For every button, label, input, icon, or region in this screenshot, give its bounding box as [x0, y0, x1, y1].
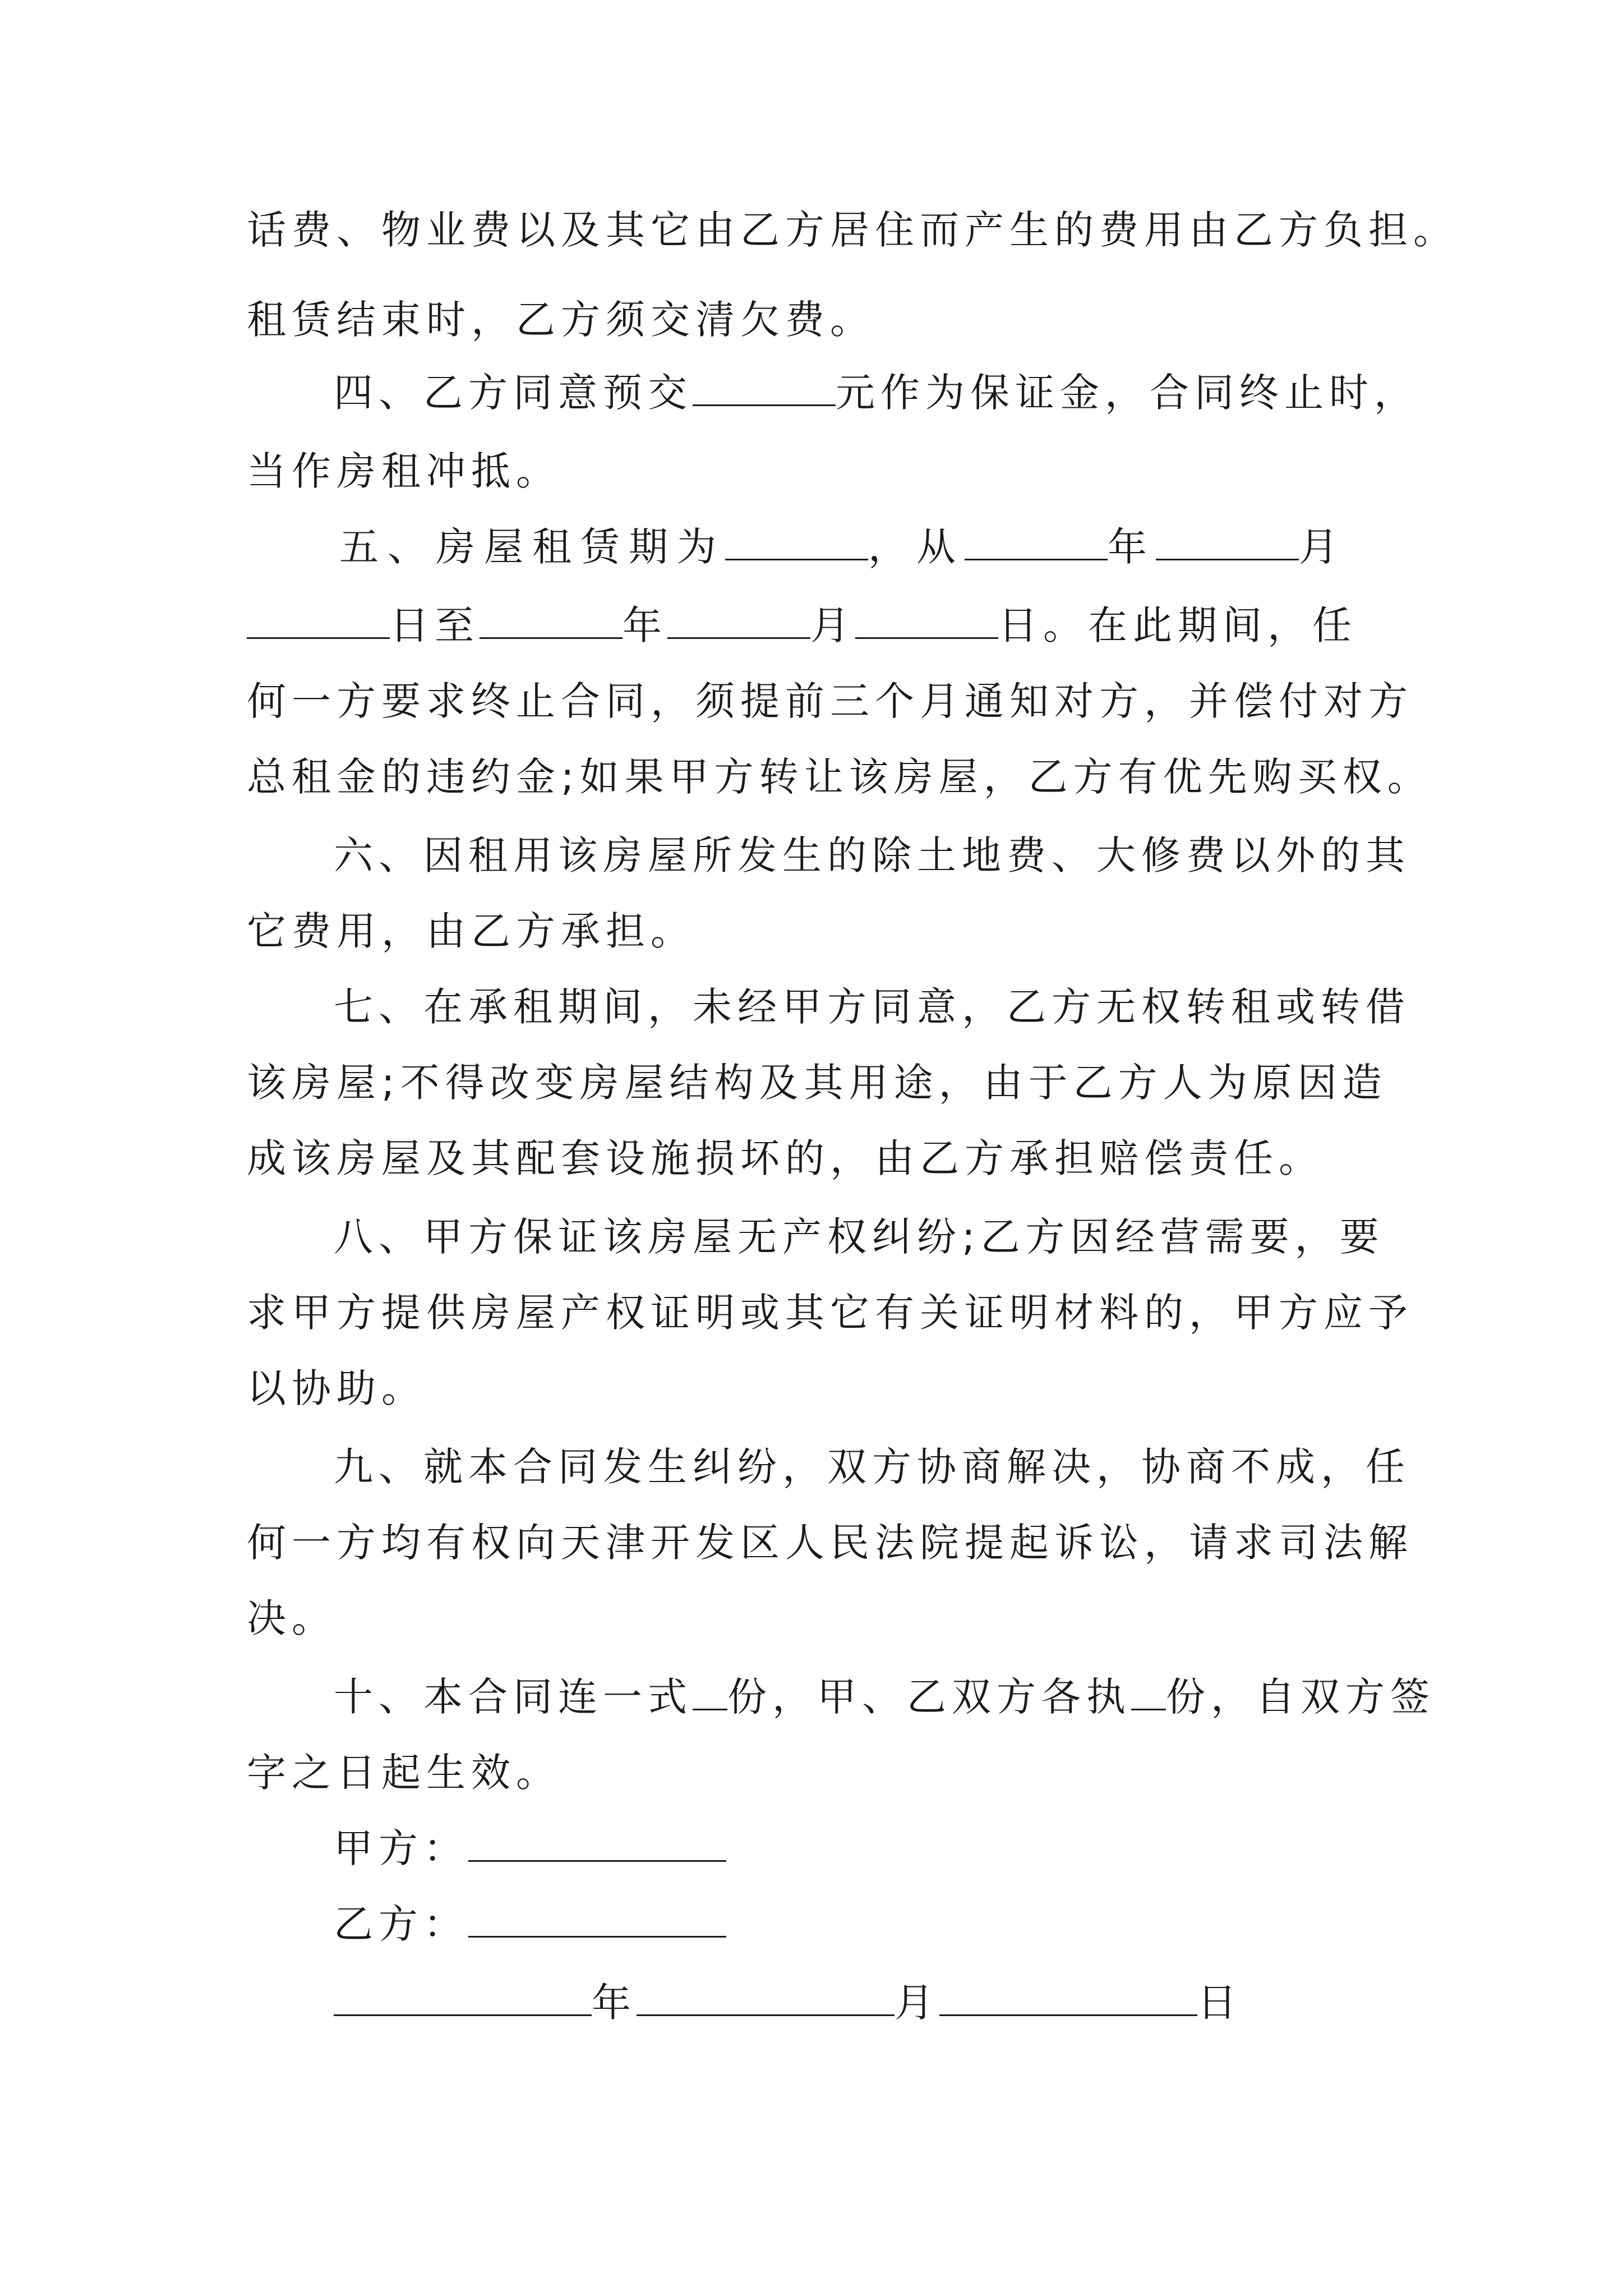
clause-5-line: [339, 519, 1347, 575]
text-segment: 年: [592, 1980, 637, 2026]
text-segment: 月: [810, 602, 855, 648]
party-b-signature-line: [334, 1896, 726, 1952]
fill-in-blank: [855, 602, 998, 639]
text-line: [247, 1745, 561, 1801]
text-segment: 何一方均有权向天津开发区人民法院提起诉讼，请求司法解: [247, 1520, 1413, 1566]
fill-in-blank: [667, 602, 810, 639]
text-segment: 八、甲方保证该房屋无产权纠纷;乙方因经营需要，要: [334, 1214, 1385, 1260]
text-segment: 成该房屋及其配套设施损坏的，由乙方承担赔偿责任。: [247, 1135, 1324, 1181]
text-segment: 元作为保证金，合同终止时，: [836, 370, 1419, 416]
date-blank: [334, 1980, 592, 2016]
text-segment: 日。在此期间，任: [998, 602, 1357, 648]
text-segment: 何一方要求终止合同，须提前三个月通知对方，并偿付对方: [247, 678, 1413, 724]
date-blank: [637, 1980, 895, 2016]
text-line: [247, 202, 1458, 258]
text-line: [334, 1209, 1385, 1265]
party-b-label: 乙方：: [334, 1901, 468, 1947]
text-segment: 字之日起生效。: [247, 1750, 561, 1796]
text-segment: 份，自双方签: [1166, 1674, 1435, 1720]
text-segment: 求甲方提供房屋产权证明或其它有关证明材料的，甲方应予: [247, 1290, 1413, 1336]
text-line: [247, 1360, 426, 1416]
text-segment: 年: [1108, 524, 1156, 570]
text-segment: 总租金的违约金;如果甲方转让该房屋，乙方有优先购买权。: [247, 754, 1432, 800]
fill-in-blank: [1156, 524, 1299, 560]
text-line: [247, 1285, 1413, 1341]
fill-in-blank: [725, 524, 868, 560]
text-line: [247, 903, 695, 959]
text-line: [247, 1055, 1387, 1111]
text-line: [247, 673, 1413, 729]
fill-in-blank: [693, 1674, 727, 1710]
clause-10-line: [334, 1669, 1435, 1725]
party-a-label: 甲方：: [334, 1825, 468, 1871]
text-segment: ，从: [868, 524, 965, 570]
text-segment: 它费用，由乙方承担。: [247, 908, 695, 954]
text-line: [247, 597, 1357, 654]
text-segment: 当作房租冲抵。: [247, 448, 561, 494]
text-line: [247, 1515, 1413, 1571]
text-segment: 九、就本合同发生纠纷，双方协商解决，协商不成，任: [334, 1444, 1410, 1490]
text-line: [334, 827, 1410, 884]
text-line: [334, 979, 1410, 1035]
text-segment: 四、乙方同意预交: [334, 370, 693, 416]
text-segment: 日: [1197, 1980, 1242, 2026]
text-segment: 以协助。: [247, 1365, 426, 1411]
text-segment: 决。: [247, 1595, 336, 1641]
text-line: [247, 1130, 1324, 1186]
fill-in-blank: [1131, 1674, 1166, 1710]
text-line: [247, 443, 561, 499]
text-segment: 年: [623, 602, 667, 648]
text-line: [334, 1439, 1410, 1495]
text-segment: 话费、物业费以及其它由乙方居住而产生的费用由乙方负担。: [247, 207, 1458, 253]
text-segment: 六、因租用该房屋所发生的除土地费、大修费以外的其: [334, 832, 1410, 878]
text-segment: 月: [1299, 524, 1347, 570]
text-segment: 份，甲、乙双方各执: [727, 1674, 1131, 1720]
fill-in-blank: [693, 370, 836, 406]
date-line: [334, 1975, 1242, 2031]
signature-blank: [468, 1825, 726, 1862]
text-segment: 十、本合同连一式: [334, 1674, 693, 1720]
text-segment: 该房屋;不得改变房屋结构及其用途，由于乙方人为原因造: [247, 1060, 1387, 1106]
text-line: [247, 1590, 336, 1646]
text-segment: 日至: [390, 602, 479, 648]
text-segment: 租赁结束时，乙方须交清欠费。: [247, 297, 875, 343]
clause-4-line: [334, 365, 1419, 421]
text-segment: 七、在承租期间，未经甲方同意，乙方无权转租或转借: [334, 984, 1410, 1030]
signature-blank: [468, 1901, 726, 1938]
party-a-signature-line: [334, 1820, 726, 1876]
fill-in-blank: [247, 602, 390, 639]
fill-in-blank: [479, 602, 623, 639]
text-segment: 月: [895, 1980, 939, 2026]
fill-in-blank: [965, 524, 1108, 560]
text-line: [247, 749, 1432, 805]
text-line: [247, 292, 875, 348]
date-blank: [939, 1980, 1197, 2016]
text-segment: 五、房屋租赁期为: [339, 524, 725, 570]
